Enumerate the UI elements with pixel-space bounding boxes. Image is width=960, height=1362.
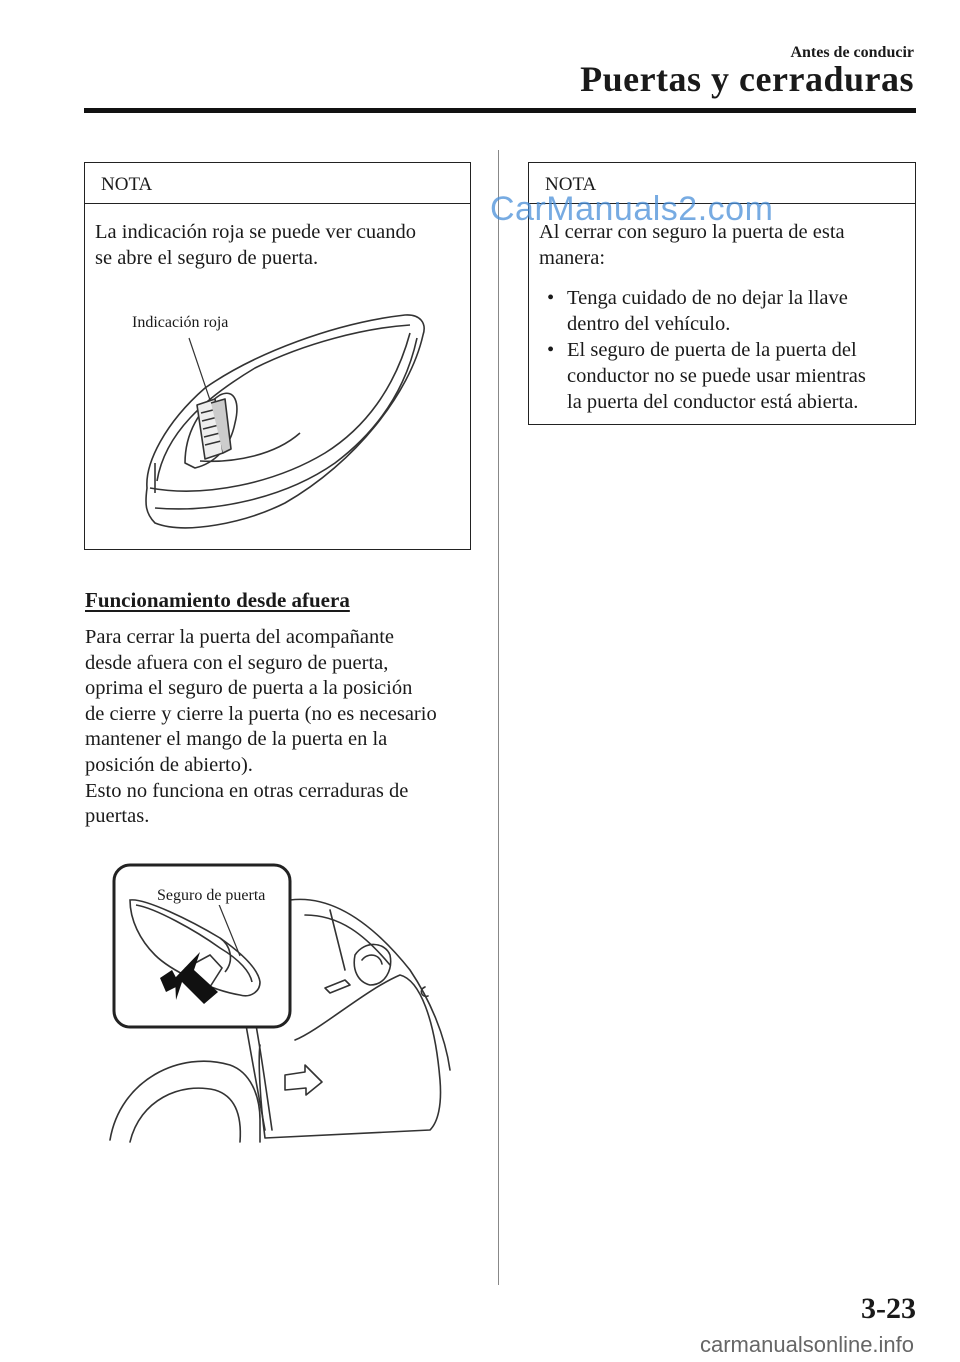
note-text-line: Al cerrar con seguro la puerta de esta (539, 221, 845, 243)
body-line: puertas. (85, 805, 150, 828)
list-item (529, 337, 914, 415)
body-paragraph (85, 625, 485, 830)
door-handle-illustration (85, 163, 472, 551)
note-text-line: manera: (539, 247, 606, 269)
header-rule (84, 108, 916, 113)
figure-label-red-indication: Indicación roja (132, 314, 229, 331)
note-heading: NOTA (545, 174, 597, 195)
bullet-line: conductor no se puede usar mientras (567, 365, 866, 387)
note-text-line: La indicación roja se puede ver cuando (95, 221, 417, 243)
note-heading: NOTA (101, 174, 153, 195)
bullet-icon: • (547, 287, 555, 309)
figure-label-door-lock: Seguro de puerta (157, 887, 266, 904)
body-line: Esto no funciona en otras cerraduras de (85, 779, 409, 802)
page-number: 3-23 (861, 1292, 916, 1325)
note-text-line: se abre el seguro de puerta. (95, 247, 319, 269)
watermark-bottom: carmanualsonline.info (700, 1332, 915, 1357)
body-line: oprima el seguro de puerta a la posición (85, 677, 413, 700)
list-item (529, 285, 914, 337)
body-line: posición de abierto). (85, 753, 253, 776)
section-heading: Funcionamiento desde afuera (85, 588, 350, 612)
body-line: mantener el mango de la puerta en la (85, 728, 388, 751)
section-label: Antes de conducir (790, 44, 914, 61)
watermark-top: CarManuals2.com (490, 190, 774, 228)
bullet-line: la puerta del conductor está abierta. (567, 391, 859, 413)
bullet-icon: • (547, 339, 555, 361)
bullet-line: dentro del vehículo. (567, 313, 731, 335)
note-bullet-list (529, 285, 914, 415)
page-title: Puertas y cerraduras (580, 59, 914, 99)
body-line: Para cerrar la puerta del acompañante (85, 626, 395, 648)
body-line: de cierre y cierre la puerta (no es necesario (85, 702, 437, 725)
bullet-line: Tenga cuidado de no dejar la llave (567, 287, 848, 309)
body-line: desde afuera con el seguro de puerta, (85, 651, 389, 674)
bullet-line: El seguro de puerta de la puerta del (567, 339, 857, 361)
column-divider (498, 150, 499, 1285)
car-door-illustration (100, 860, 460, 1150)
note-box-left (84, 162, 471, 550)
